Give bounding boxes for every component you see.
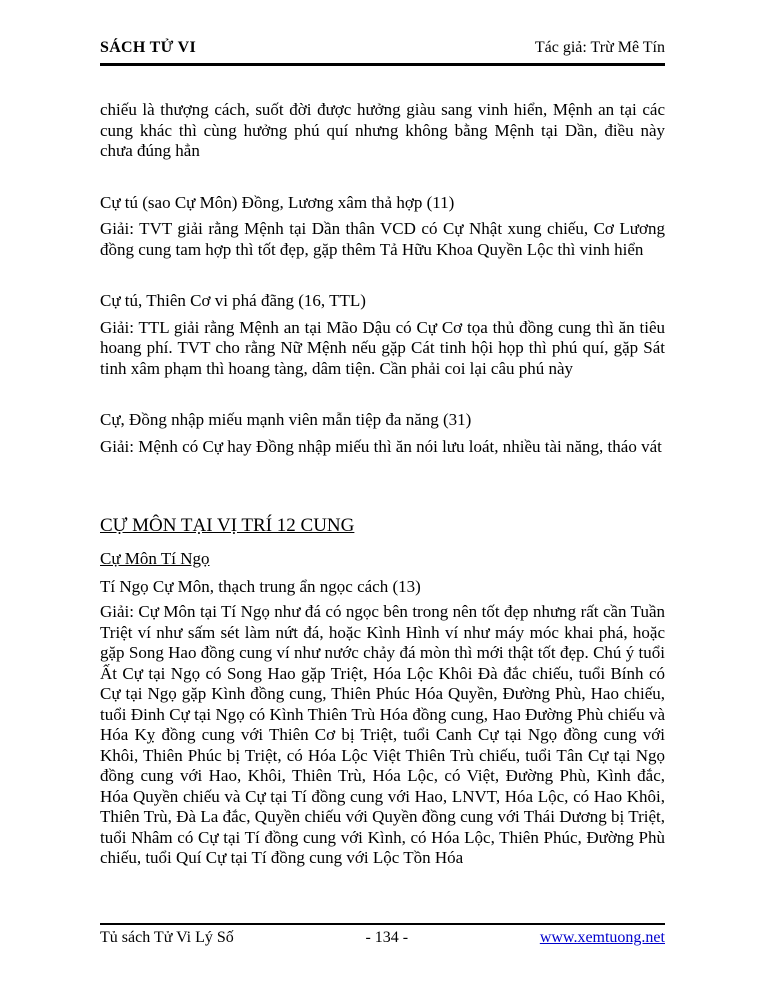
intro-paragraph: chiếu là thượng cách, suốt đời được hưởng giàu sang vinh hiển, Mệnh an tại các cung khác thì cùng hưởng phú quí nhưng không bằng Mệnh tại Dần, điều này chưa đúng hẳn [100,100,665,160]
phrase-heading: Tí Ngọ Cự Môn, thạch trung ẩn ngọc cách (13) [100,576,421,596]
page-header [100,38,665,58]
section-heading-3: Cự, Đồng nhập miếu mạnh viên mẫn tiệp đa năng (31) [100,410,472,429]
author-credit: Tác giả: Trừ Mê Tín [534,39,665,56]
footer-series-title: Tủ sách Tử Vi Lý Số [100,929,234,946]
section-body-2: Giải: TTL giải rằng Mệnh an tại Mão Dậu có Cự Cơ tọa thủ đồng cung thì ăn tiêu hoang phí. TVT cho rằng Nữ Mệnh nếu gặp Cát tinh hội họp thì phú quí, gặp Sát tinh xâm phạm thì hoang tàng, dâm tiện. Cần phải coi lại câu phú này [100,317,665,378]
page-content [100,100,665,869]
chapter-heading: CỰ MÔN TẠI VỊ TRÍ 12 CUNG [100,515,355,536]
book-title: SÁCH TỬ VI [100,39,197,56]
header-divider [100,63,665,66]
footer-page-number: - 134 - [365,929,409,946]
chapter-subheading: Cự Môn Tí Ngọ [100,549,210,568]
section-body-3: Giải: Mệnh có Cự hay Đồng nhập miếu thì ăn nói lưu loát, nhiều tài năng, tháo vát [100,436,662,456]
section-heading-2: Cự tú, Thiên Cơ vi phá đãng (16, TTL) [100,291,366,310]
page-footer [100,923,665,948]
section-body-1: Giải: TVT giải rằng Mệnh tại Dần thân VCD có Cự Nhật xung chiếu, Cơ Lương đồng cung tam hợp thì tốt đẹp, gặp thêm Tả Hữu Khoa Quyền Lộc thì vinh hiển [100,219,665,259]
chapter-body-paragraph: Giải: Cự Môn tại Tí Ngọ như đá có ngọc bên trong nên tốt đẹp nhưng rất cần Tuần Triệt ví như sấm sét làm nứt đá, hoặc Kình Hình ví như máy móc khai phá, hoặc gặp Song Hao đồng cung ví như nước chảy đá mòn thì mới thật tốt đẹp. Chú ý tuổi Ất Cự tại Ngọ có Song Hao gặp Triệt, Hóa Lộc Khôi Đà đắc chiếu, tuổi Bính có Cự tại Ngọ gặp Kình đồng cung, Thiên Phúc Hóa Quyền, Đường Phù, Hao chiếu, tuổi Đinh Cự tại Ngọ có Kình Thiên Trù Hóa đồng cung, Hao Đường Phù chiếu và Hóa Kỵ đồng cung với Thiên Cơ bị Triệt, tuổi Canh Cự tại Ngọ đồng cung với Khôi, Thiên Phúc bị Triệt, có Hóa Lộc Việt Thiên Trù chiếu, tuổi Tân Cự tại Ngọ đồng cung với Hao, Khôi, Thiên Trù, Hóa Lộc, có Việt, Đường Phù, Kình đắc, Hóa Quyền chiếu và Cự tại Tí đồng cung với Hao, LNVT, Hóa Lộc, có Hao Khôi, Thiên Trù, Đà La đắc, Quyền chiếu với Quyền đồng cung với Thái Dương bị Triệt, tuổi Nhâm có Cự tại Tí đồng cung với Kình, có Hóa Lộc, Thiên Phúc, Đường Phù chiếu, tuổi Quí Cự tại Tí đồng cung với Lộc Tồn Hóa [100,602,665,867]
footer-website-link[interactable]: www.xemtuong.net [539,929,665,946]
section-heading-1: Cự tú (sao Cự Môn) Đồng, Lương xâm thả hợp (11) [100,192,455,212]
